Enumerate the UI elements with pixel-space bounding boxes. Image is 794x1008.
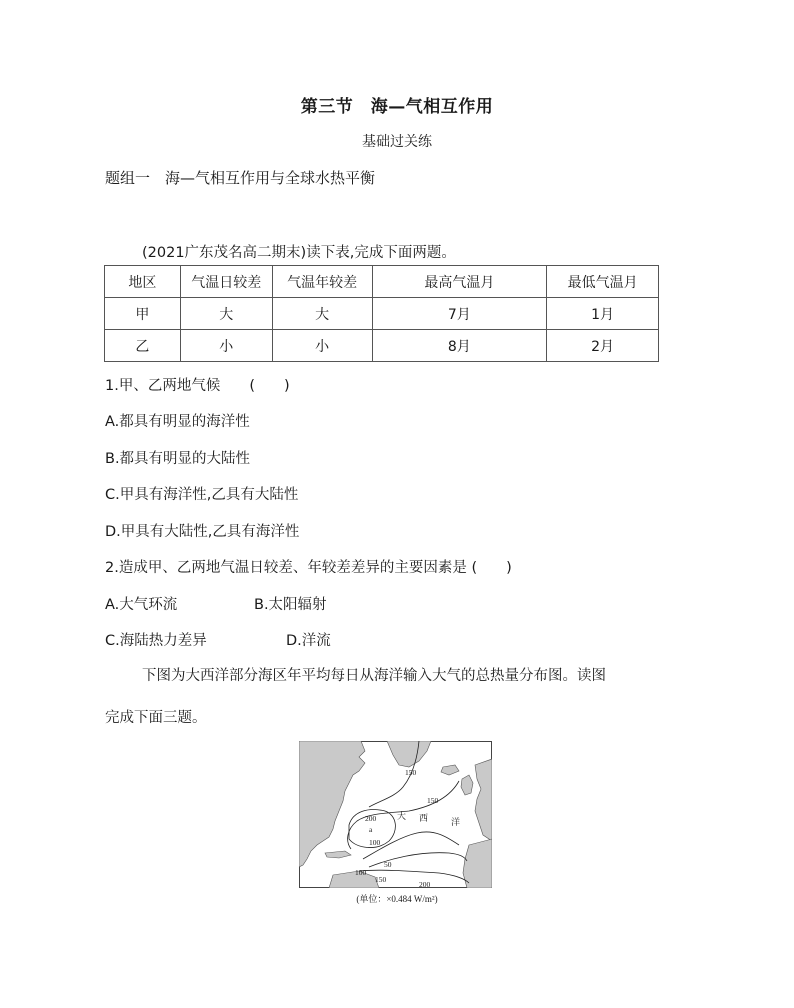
point-a-label: a (369, 825, 373, 834)
question-2-option-a: A.大气环流 (105, 597, 178, 613)
ocean-label: 洋 (451, 818, 461, 828)
question-1-option-a: A.都具有明显的海洋性 (105, 414, 250, 430)
question-2-option-b: B.太阳辐射 (254, 597, 327, 613)
passage-line-2: 完成下面三题。 (105, 710, 207, 726)
question-2-option-d: D.洋流 (286, 633, 331, 649)
table-row (105, 330, 659, 362)
table-cell: 1月 (547, 298, 659, 330)
table-cell: 2月 (547, 330, 659, 362)
table-cell: 7月 (372, 298, 547, 330)
section-subtitle: 基础过关练 (362, 134, 432, 150)
table-cell: 乙 (105, 330, 181, 362)
isoline-label: 50 (384, 860, 392, 869)
table-header-cell: 气温年较差 (272, 266, 372, 298)
question-group-heading: 题组一 海—气相互作用与全球水热平衡 (105, 169, 376, 187)
figure-caption: (单位：×0.484 W/m²) (356, 894, 438, 904)
table-header-cell: 最高气温月 (372, 266, 547, 298)
question-1-option-d: D.甲具有大陆性,乙具有海洋性 (105, 524, 300, 540)
table-cell: 8月 (372, 330, 547, 362)
table-cell: 大 (272, 298, 372, 330)
page-title: 第三节 海—气相互作用 (300, 97, 494, 117)
isoline-label: 150 (405, 768, 417, 777)
table-header-cell: 地区 (105, 266, 181, 298)
table-row (105, 298, 659, 330)
atlantic-heat-map (299, 741, 492, 888)
question-1-option-c: C.甲具有海洋性,乙具有大陆性 (105, 487, 299, 503)
question-2-option-c: C.海陆热力差异 (105, 633, 207, 649)
passage-line-1: 下图为大西洋部分海区年平均每日从海洋输入大气的总热量分布图。读图 (142, 668, 606, 684)
table-header-cell: 最低气温月 (547, 266, 659, 298)
table-cell: 甲 (105, 298, 181, 330)
table-cell: 大 (180, 298, 272, 330)
isoline-label: 200 (365, 814, 377, 823)
isoline-label: 200 (419, 880, 431, 888)
isoline-label: 150 (427, 796, 439, 805)
ocean-label: 大 (397, 812, 407, 822)
table-cell: 小 (180, 330, 272, 362)
table-header-cell: 气温日较差 (180, 266, 272, 298)
table-cell: 小 (272, 330, 372, 362)
question-1-option-b: B.都具有明显的大陆性 (105, 451, 251, 467)
isoline-label: 150 (375, 875, 387, 884)
table-header-row (105, 266, 659, 298)
question-1-stem: 1.甲、乙两地气候 ( ) (105, 378, 290, 394)
isoline-label: 100 (355, 868, 367, 877)
question-2-stem: 2.造成甲、乙两地气温日较差、年较差差异的主要因素是 ( ) (105, 560, 512, 576)
isoline-label: 100 (369, 838, 381, 847)
climate-table (104, 265, 659, 362)
table-intro: (2021广东茂名高二期末)读下表,完成下面两题。 (142, 245, 456, 261)
ocean-label: 西 (419, 814, 429, 824)
